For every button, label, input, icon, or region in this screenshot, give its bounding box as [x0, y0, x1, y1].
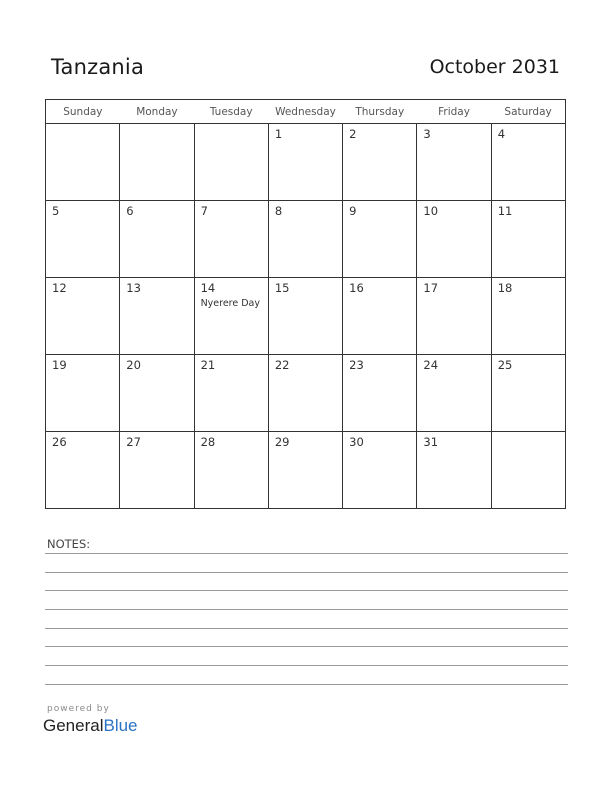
calendar-day-cell — [343, 278, 417, 355]
note-line — [45, 684, 568, 685]
day-number — [195, 124, 268, 127]
note-line — [45, 609, 568, 610]
day-number: 4 — [497, 127, 506, 141]
day-number: 22 — [274, 358, 290, 372]
weekday-tuesday: Tuesday — [194, 100, 268, 124]
calendar-day-cell — [417, 201, 491, 278]
day-number: 10 — [423, 204, 439, 218]
day-number: 11 — [497, 204, 513, 218]
note-line — [45, 665, 568, 666]
calendar-day-cell — [268, 124, 342, 201]
day-number: 27 — [126, 435, 141, 449]
powered-by-text: powered by — [47, 704, 110, 714]
day-number: 19 — [52, 358, 67, 372]
holiday-label: Nyerere Day — [200, 298, 260, 309]
day-number: 13 — [126, 281, 141, 295]
day-number: 15 — [274, 281, 290, 295]
calendar-day-cell — [491, 201, 565, 278]
day-number: 21 — [200, 358, 216, 372]
day-number: 3 — [423, 127, 431, 141]
day-number — [492, 432, 565, 435]
note-line — [45, 628, 568, 629]
day-number: 20 — [126, 358, 141, 372]
calendar-week-row — [46, 432, 566, 509]
calendar-grid — [45, 99, 566, 509]
calendar-day-cell — [46, 124, 120, 201]
calendar-day-cell — [46, 432, 120, 509]
calendar-day-cell — [491, 355, 565, 432]
day-number: 18 — [497, 281, 513, 295]
day-number: 14 — [200, 281, 216, 295]
day-number: 1 — [274, 127, 283, 141]
calendar-day-cell — [120, 201, 194, 278]
calendar-day-cell — [194, 278, 268, 355]
day-number: 2 — [349, 127, 357, 141]
day-number — [120, 124, 193, 127]
calendar-week-row — [46, 124, 566, 201]
note-line — [45, 646, 568, 647]
note-line — [45, 572, 568, 573]
brand-text-general: General — [43, 716, 104, 735]
note-line — [45, 590, 568, 591]
day-number: 24 — [423, 358, 439, 372]
day-number: 17 — [423, 281, 439, 295]
calendar-day-cell — [120, 124, 194, 201]
day-number: 29 — [274, 435, 290, 449]
day-number: 6 — [126, 204, 134, 218]
weekday-sunday: Sunday — [46, 100, 120, 124]
calendar-day-cell — [120, 278, 194, 355]
calendar-day-cell — [343, 355, 417, 432]
day-number: 5 — [52, 204, 60, 218]
calendar-week-row — [46, 278, 566, 355]
calendar-week-row — [46, 355, 566, 432]
calendar-day-cell — [417, 278, 491, 355]
weekday-friday: Friday — [417, 100, 491, 124]
calendar-day-cell — [491, 124, 565, 201]
calendar-day-cell — [194, 124, 268, 201]
day-number: 12 — [52, 281, 67, 295]
day-number: 7 — [200, 204, 208, 218]
calendar-day-cell — [268, 278, 342, 355]
month-year-title: October 2031 — [429, 56, 560, 78]
calendar-day-cell — [120, 432, 194, 509]
day-number: 31 — [423, 435, 439, 449]
calendar-day-cell — [417, 124, 491, 201]
day-number: 23 — [349, 358, 364, 372]
calendar-day-cell — [343, 124, 417, 201]
calendar-day-cell — [194, 201, 268, 278]
day-number: 28 — [200, 435, 216, 449]
day-number: 9 — [349, 204, 357, 218]
day-number — [46, 124, 119, 127]
day-number: 8 — [274, 204, 283, 218]
calendar-day-cell — [491, 278, 565, 355]
calendar-day-cell — [417, 432, 491, 509]
calendar-day-cell — [343, 432, 417, 509]
note-line — [45, 553, 568, 554]
weekday-saturday: Saturday — [491, 100, 565, 124]
weekday-thursday: Thursday — [343, 100, 417, 124]
country-title: Tanzania — [51, 55, 145, 79]
calendar-day-cell — [120, 355, 194, 432]
day-number: 16 — [349, 281, 364, 295]
calendar-day-cell — [268, 432, 342, 509]
calendar-day-cell — [194, 355, 268, 432]
weekday-wednesday: Wednesday — [268, 100, 342, 124]
calendar-day-cell — [268, 201, 342, 278]
notes-label: NOTES: — [47, 537, 91, 551]
calendar-day-cell — [46, 278, 120, 355]
calendar-day-cell — [46, 201, 120, 278]
calendar-day-cell — [268, 355, 342, 432]
day-number: 30 — [349, 435, 364, 449]
calendar-day-cell — [491, 432, 565, 509]
weekday-monday: Monday — [120, 100, 194, 124]
calendar-day-cell — [194, 432, 268, 509]
calendar-day-cell — [343, 201, 417, 278]
generalblue-logo — [43, 716, 138, 736]
calendar-day-cell — [46, 355, 120, 432]
day-number: 25 — [497, 358, 513, 372]
weekday-header-row — [46, 100, 566, 124]
day-number: 26 — [52, 435, 67, 449]
brand-text-blue: Blue — [103, 716, 138, 735]
calendar-week-row — [46, 201, 566, 278]
calendar-day-cell — [417, 355, 491, 432]
